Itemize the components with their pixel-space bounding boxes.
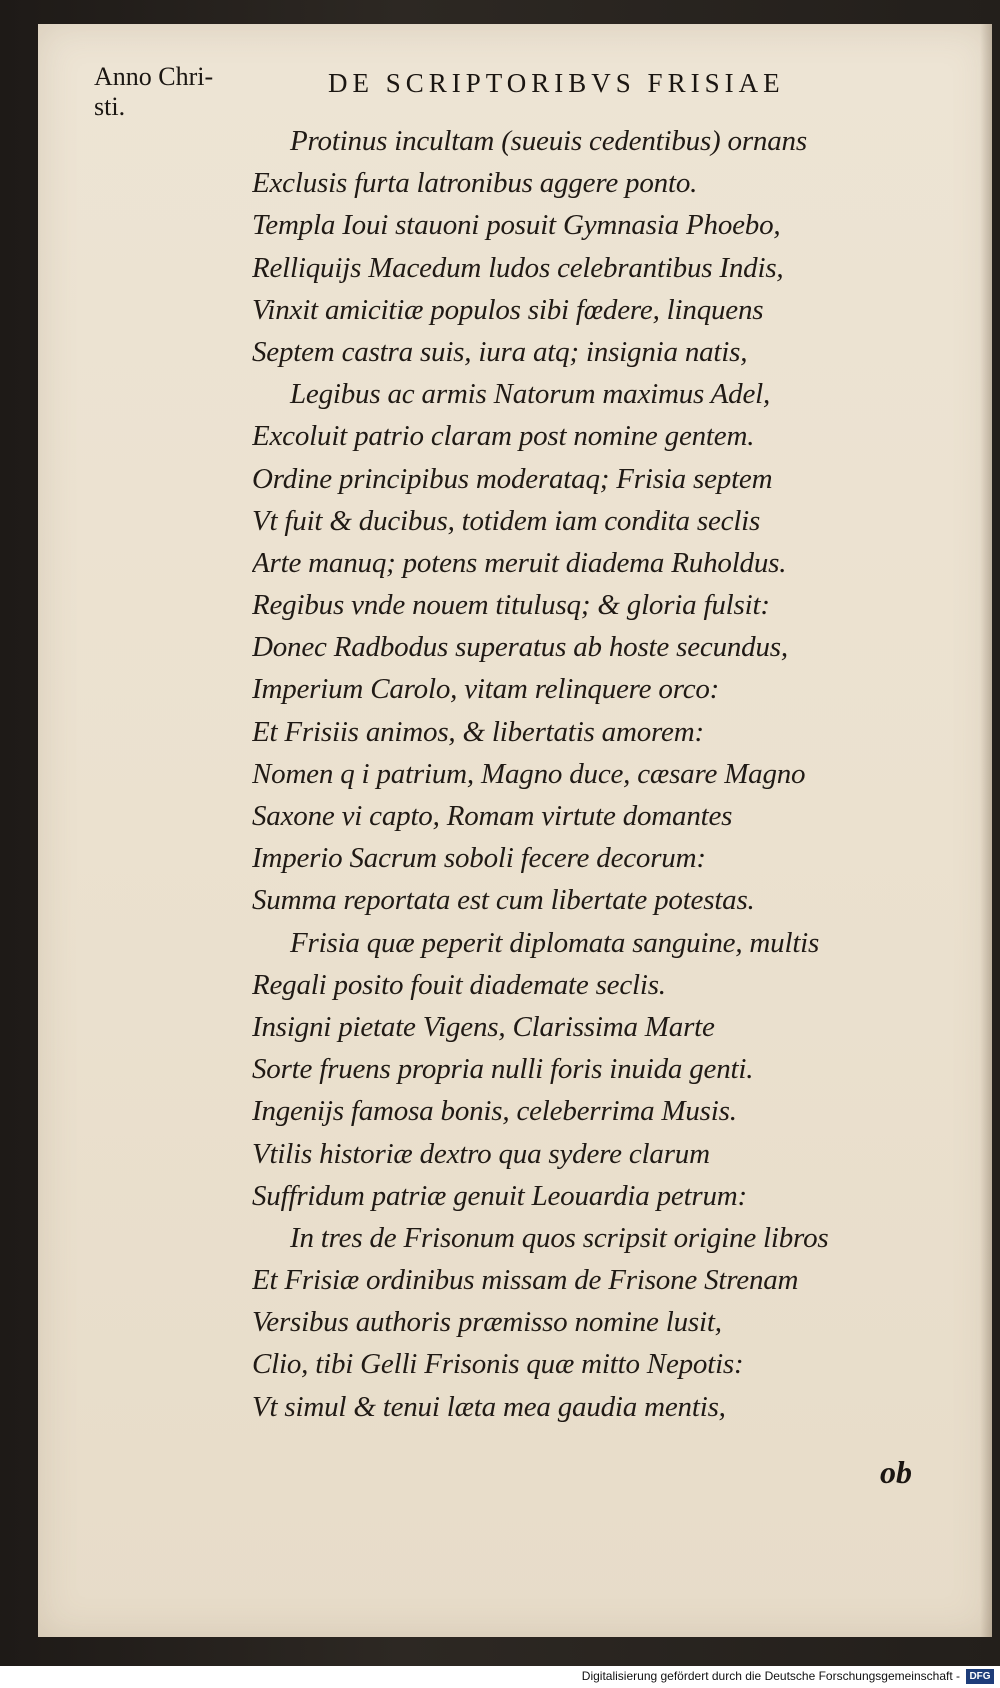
- verse-line: Nomen q i patrium, Magno duce, cæsare Magno: [252, 757, 806, 790]
- verse-line: Exclusis furta latronibus aggere ponto.: [252, 167, 698, 200]
- catchword: ob: [880, 1454, 912, 1490]
- verse-line: Suffridum patriæ genuit Leouardia petrum:: [252, 1179, 748, 1212]
- verse-line: Regali posito fouit diademate seclis.: [252, 968, 666, 1001]
- margin-note-anno-christi: [94, 62, 264, 122]
- verse-line: Et Frisiæ ordinibus missam de Frisone Strenam: [252, 1264, 799, 1297]
- verse-line: In tres de Frisonum quos scripsit origine libros: [290, 1221, 829, 1254]
- verse-line: Vtilis historiæ dextro qua sydere clarum: [252, 1137, 710, 1170]
- verse-line: Regibus vnde nouem titulusq; & gloria fulsit:: [252, 589, 770, 622]
- verse-line: Relliquijs Macedum ludos celebrantibus Indis,: [252, 251, 784, 284]
- verse-line: Templa Ioui stauoni posuit Gymnasia Phoebo,: [252, 209, 781, 242]
- verse-line: Ordine principibus moderataq; Frisia septem: [252, 462, 773, 495]
- verse-line: Saxone vi capto, Romam virtute domantes: [252, 800, 733, 832]
- book-page: [38, 24, 992, 1637]
- verse-line: Arte manuq; potens meruit diadema Ruholdus.: [252, 546, 787, 579]
- verse-line: Donec Radbodus superatus ab hoste secundus,: [252, 631, 788, 664]
- verse-line: Ingenijs famosa bonis, celeberrima Musis.: [252, 1095, 737, 1128]
- verse-line: Vt simul & tenui læta mea gaudia mentis,: [252, 1390, 726, 1423]
- verse-line: Legibus ac armis Natorum maximus Adel,: [290, 378, 771, 411]
- verse-line: Protinus incultam (sueuis cedentibus) ornans: [290, 125, 807, 157]
- verse-line: Excoluit patrio claram post nomine gentem.: [252, 420, 755, 453]
- verse-line: Vinxit amicitiæ populos sibi fœdere, linquens: [252, 293, 764, 326]
- dfg-logo-icon: DFG: [966, 1669, 994, 1684]
- margin-note-line: sti.: [94, 92, 126, 121]
- verse-text: [252, 120, 952, 1428]
- verse-line: Vt fuit & ducibus, totidem iam condita seclis: [252, 504, 761, 537]
- margin-note-line: Anno Chri-: [94, 62, 214, 91]
- verse-line: Imperium Carolo, vitam relinquere orco:: [252, 673, 720, 706]
- verse-line: Clio, tibi Gelli Frisonis quæ mitto Nepotis:: [252, 1348, 744, 1381]
- footer-credit-text: Digitalisierung gefördert durch die Deutsche Forschungsgemeinschaft -: [581, 1669, 960, 1683]
- verse-line: Septem castra suis, iura atq; insignia natis,: [252, 335, 748, 368]
- verse-line: Sorte fruens propria nulli foris inuida genti.: [252, 1053, 754, 1086]
- running-head: DE SCRIPTORIBVS FRISIAE: [328, 68, 785, 98]
- verse-line: Et Frisiis animos, & libertatis amorem:: [252, 715, 704, 748]
- verse-line: Frisia quæ peperit diplomata sanguine, multis: [290, 926, 820, 959]
- verse-line: Summa reportata est cum libertate potestas.: [252, 884, 755, 917]
- verse-line: Imperio Sacrum soboli fecere decorum:: [252, 842, 706, 875]
- page-edge-shadow: [980, 24, 992, 1637]
- digitization-footer: [0, 1666, 1000, 1688]
- verse-line: Insigni pietate Vigens, Clarissima Marte: [252, 1010, 715, 1043]
- verse-line: Versibus authoris præmisso nomine lusit,: [252, 1306, 722, 1339]
